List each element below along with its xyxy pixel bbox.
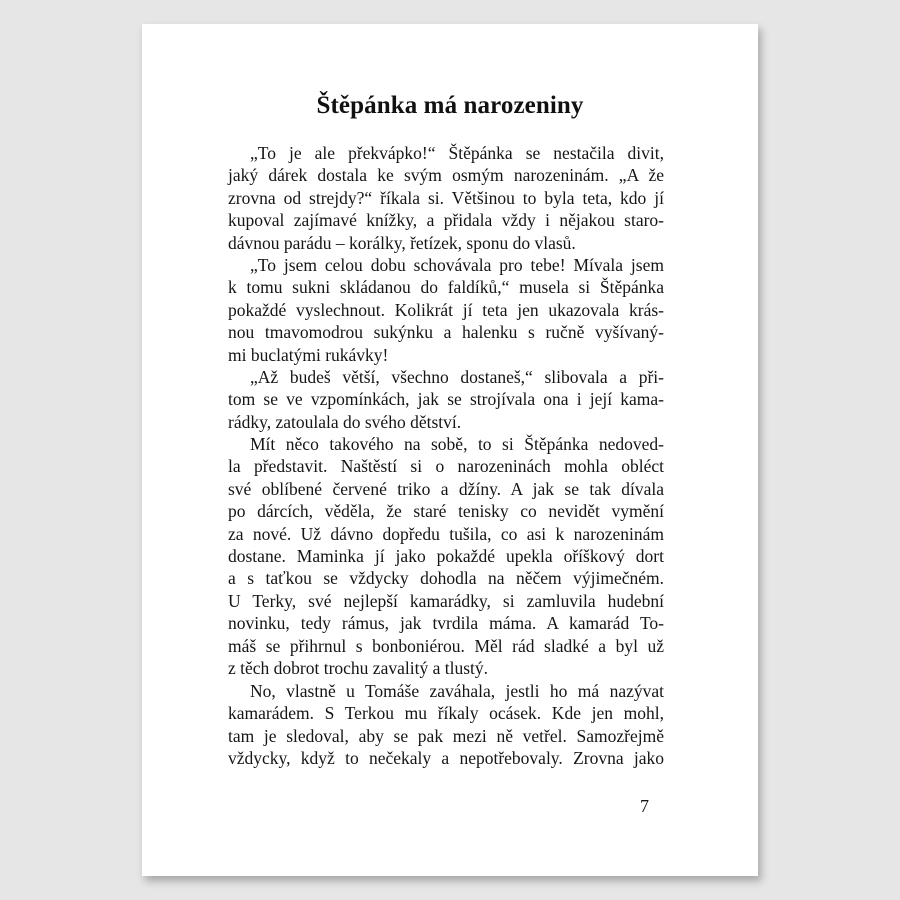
text-line: a s taťkou se vždycky dohodla na něčem výjimečném. xyxy=(228,568,664,589)
text-line: la představit. Naštěstí si o narozeninách mohla obléct xyxy=(228,456,664,477)
page-number: 7 xyxy=(640,796,649,816)
text-line: pokaždé vyslechnout. Kolikrát jí teta jen ukazovala krás- xyxy=(228,299,664,320)
text-line: zrovna od strejdy?“ říkala si. Většinou to byla teta, kdo jí xyxy=(228,187,664,208)
text-line: své oblíbené červené triko a džíny. A jak se tak dívala xyxy=(228,478,664,499)
paragraph xyxy=(228,142,664,254)
text-line: kamarádem. S Terkou mu říkaly ocásek. Kde jen mohl, xyxy=(228,703,664,724)
text-line: Mít něco takového na sobě, to si Štěpánka nedoved- xyxy=(250,434,664,454)
text-line: dávnou parádu – korálky, řetízek, sponu do vlasů. xyxy=(228,232,576,253)
text-line: tom se ve vzpomínkách, jak se strojívala ona i její kama- xyxy=(228,389,664,410)
text-line: No, vlastně u Tomáše zaváhala, jestli ho má nazývat xyxy=(250,681,664,701)
text-line: novinku, tedy rámus, jak tvrdila máma. A kamarád To- xyxy=(228,613,664,634)
text-line: mi buclatými rukávky! xyxy=(228,344,389,365)
text-line: „To jsem celou dobu schovávala pro tebe! Mívala jsem xyxy=(250,255,664,275)
paragraph xyxy=(228,366,664,433)
text-line: k tomu sukni skládanou do faldíků,“ musela si Štěpánka xyxy=(228,277,664,298)
text-line: za nové. Už dávno dopředu tušila, co asi k narozeninám xyxy=(228,523,664,544)
text-line: jaký dárek dostala ke svým osmým narozeninám. „A že xyxy=(228,165,664,186)
text-line: „Až budeš větší, všechno dostaneš,“ slibovala a při- xyxy=(250,367,664,387)
text-line: máš se přihrnul s bonboniérou. Měl rád sladké a byl už xyxy=(228,635,664,656)
text-line: vždycky, když to nečekaly a nepotřebovaly. Zrovna jako xyxy=(228,748,664,769)
text-line: U Terky, své nejlepší kamarádky, si zamluvila hudební xyxy=(228,590,664,611)
paragraph xyxy=(228,433,664,679)
text-line: dostane. Maminka jí jako pokaždé upekla oříškový dort xyxy=(228,545,664,566)
text-line: „To je ale překvápko!“ Štěpánka se nestačila divit, xyxy=(250,143,664,163)
text-line: nou tmavomodrou sukýnku a halenku s ručně vyšívaný- xyxy=(228,322,664,343)
text-line: po dárcích, věděla, že staré tenisky co nevidět vymění xyxy=(228,501,664,522)
paragraph xyxy=(228,680,664,770)
text-line: tam je sledoval, aby se pak mezi ně vetřel. Samozřejmě xyxy=(228,725,664,746)
paragraph xyxy=(228,254,664,366)
text-line: rádky, zatoulala do svého dětství. xyxy=(228,411,462,432)
chapter-title: Štěpánka má narozeniny xyxy=(316,92,584,119)
text-line: kupoval zajímavé knížky, a přidala vždy i nějakou staro- xyxy=(228,210,664,231)
text-line: z těch dobrot trochu zavalitý a tlustý. xyxy=(228,657,488,678)
